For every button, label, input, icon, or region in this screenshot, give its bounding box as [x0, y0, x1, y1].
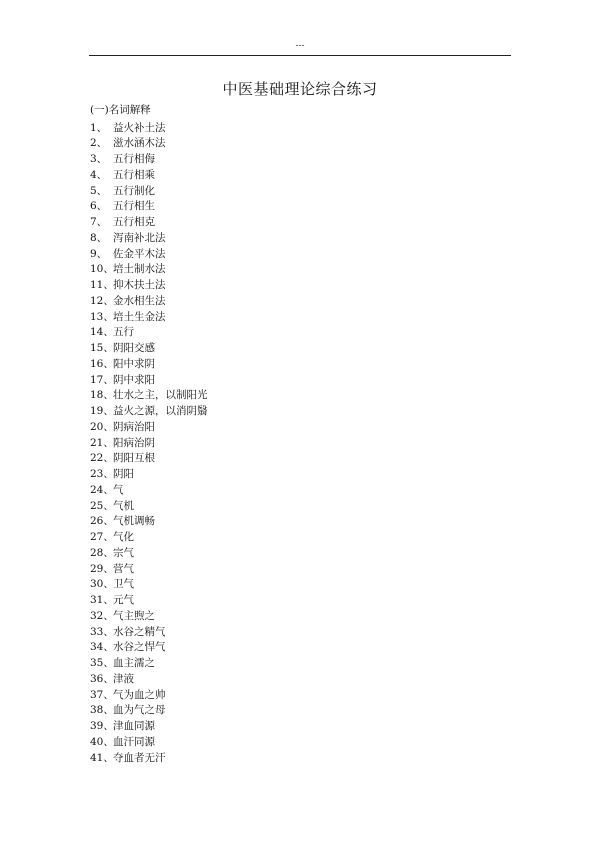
document-title: 中医基础理论综合练习 — [222, 80, 378, 98]
term-item — [90, 420, 208, 436]
term-item — [90, 168, 208, 184]
term-item — [90, 136, 208, 152]
term-item — [90, 436, 208, 452]
term-text: 五行相乘 — [113, 168, 155, 181]
term-text: 五行制化 — [113, 184, 155, 197]
term-text: 气为血之帅 — [113, 688, 166, 701]
term-text: 培土生金法 — [113, 310, 166, 323]
term-text: 血汗同源 — [113, 735, 155, 748]
term-number: 33、 — [90, 625, 114, 638]
term-text: 夺血者无汗 — [113, 751, 166, 764]
term-item — [90, 388, 208, 404]
term-list — [90, 121, 208, 767]
term-text: 血主濡之 — [113, 657, 155, 669]
term-text: 培土制水法 — [113, 263, 166, 276]
term-number: 1、 — [90, 121, 108, 134]
term-number: 39、 — [90, 720, 114, 732]
term-item — [90, 609, 208, 625]
page-header-mark: --- — [295, 40, 305, 50]
term-item — [90, 656, 208, 672]
term-text: 佐金平木法 — [113, 247, 166, 260]
term-text: 气机 — [113, 499, 134, 512]
term-item — [90, 199, 208, 215]
term-number: 2、 — [90, 137, 108, 150]
term-item — [90, 152, 208, 168]
term-number: 19、 — [90, 405, 114, 417]
term-number: 10、 — [90, 263, 114, 276]
section-heading: (一)名词解释 — [90, 104, 151, 116]
term-text: 气化 — [113, 531, 134, 543]
term-item — [90, 593, 208, 609]
term-number: 30、 — [90, 578, 114, 591]
term-item — [90, 121, 208, 137]
term-number: 16、 — [90, 357, 114, 370]
term-number: 26、 — [90, 515, 114, 528]
term-number: 20、 — [90, 420, 114, 433]
term-item — [90, 278, 208, 294]
term-number: 6、 — [90, 200, 108, 213]
term-text: 气 — [113, 483, 124, 496]
term-text: 水谷之悍气 — [113, 641, 166, 654]
term-item — [90, 373, 208, 389]
term-number: 4、 — [90, 168, 108, 181]
term-number: 12、 — [90, 294, 114, 307]
term-text: 营气 — [113, 562, 134, 575]
term-text: 阳中求阴 — [113, 357, 155, 370]
term-number: 18、 — [90, 389, 114, 402]
term-number: 21、 — [90, 436, 114, 449]
term-number: 23、 — [90, 468, 114, 480]
term-number: 11、 — [90, 279, 114, 291]
term-text: 滋水涵木法 — [113, 137, 166, 150]
term-item — [90, 640, 208, 656]
term-text: 阴中求阳 — [113, 373, 155, 386]
term-item — [90, 562, 208, 578]
term-item — [90, 357, 208, 373]
term-number: 29、 — [90, 562, 114, 575]
term-item — [90, 703, 208, 719]
term-text: 阴阳 — [113, 468, 134, 480]
term-text: 五行 — [113, 326, 134, 339]
term-item — [90, 215, 208, 231]
header-divider — [89, 55, 511, 56]
term-text: 宗气 — [113, 546, 134, 559]
term-text: 气机调畅 — [113, 515, 155, 528]
term-number: 5、 — [90, 184, 108, 197]
term-item — [90, 467, 208, 483]
term-number: 41、 — [90, 751, 114, 764]
term-number: 24、 — [90, 483, 114, 496]
term-text: 阴阳互根 — [113, 452, 155, 465]
term-item — [90, 341, 208, 357]
term-number: 31、 — [90, 594, 114, 606]
term-item — [90, 231, 208, 247]
term-item — [90, 625, 208, 641]
term-number: 14、 — [90, 326, 114, 339]
term-item — [90, 719, 208, 735]
term-text: 阳病治阴 — [113, 436, 155, 449]
term-item — [90, 310, 208, 326]
term-text: 泻南补北法 — [113, 231, 166, 244]
term-text: 五行相侮 — [113, 153, 155, 165]
term-text: 五行相克 — [113, 216, 155, 228]
term-number: 27、 — [90, 531, 114, 543]
term-number: 22、 — [90, 452, 114, 465]
term-text: 津液 — [113, 672, 134, 685]
term-item — [90, 247, 208, 263]
term-text: 益火之源，以消阴翳 — [113, 405, 208, 417]
term-number: 32、 — [90, 609, 114, 622]
term-item — [90, 499, 208, 515]
term-number: 40、 — [90, 735, 114, 748]
term-item — [90, 530, 208, 546]
term-item — [90, 325, 208, 341]
term-number: 34、 — [90, 641, 114, 654]
term-text: 水谷之精气 — [113, 625, 166, 638]
term-text: 血为气之母 — [113, 704, 166, 717]
term-number: 38、 — [90, 704, 114, 717]
term-item — [90, 404, 208, 420]
term-number: 28、 — [90, 546, 114, 559]
term-item — [90, 751, 208, 767]
term-item — [90, 262, 208, 278]
term-text: 元气 — [113, 594, 134, 606]
term-number: 36、 — [90, 672, 114, 685]
term-text: 壮水之主，以制阳光 — [113, 389, 208, 402]
term-text: 金水相生法 — [113, 294, 166, 307]
term-text: 津血同源 — [113, 720, 155, 732]
term-item — [90, 483, 208, 499]
term-text: 卫气 — [113, 578, 134, 591]
term-text: 抑木扶土法 — [113, 279, 166, 291]
term-text: 阴阳交感 — [113, 342, 155, 354]
term-number: 8、 — [90, 231, 108, 244]
term-number: 35、 — [90, 657, 114, 669]
term-item — [90, 688, 208, 704]
term-item — [90, 514, 208, 530]
term-item — [90, 577, 208, 593]
term-item — [90, 735, 208, 751]
term-number: 3、 — [90, 153, 108, 165]
term-text: 益火补土法 — [113, 121, 166, 134]
term-number: 37、 — [90, 688, 114, 701]
term-number: 17、 — [90, 373, 114, 386]
term-number: 13、 — [90, 310, 114, 323]
term-text: 阴病治阳 — [113, 420, 155, 433]
term-item — [90, 672, 208, 688]
term-number: 9、 — [90, 247, 108, 260]
term-item — [90, 546, 208, 562]
term-text: 五行相生 — [113, 200, 155, 213]
term-item — [90, 294, 208, 310]
term-number: 25、 — [90, 499, 114, 512]
term-number: 7、 — [90, 216, 108, 228]
term-number: 15、 — [90, 342, 114, 354]
term-item — [90, 184, 208, 200]
term-item — [90, 451, 208, 467]
term-text: 气主煦之 — [113, 609, 155, 622]
